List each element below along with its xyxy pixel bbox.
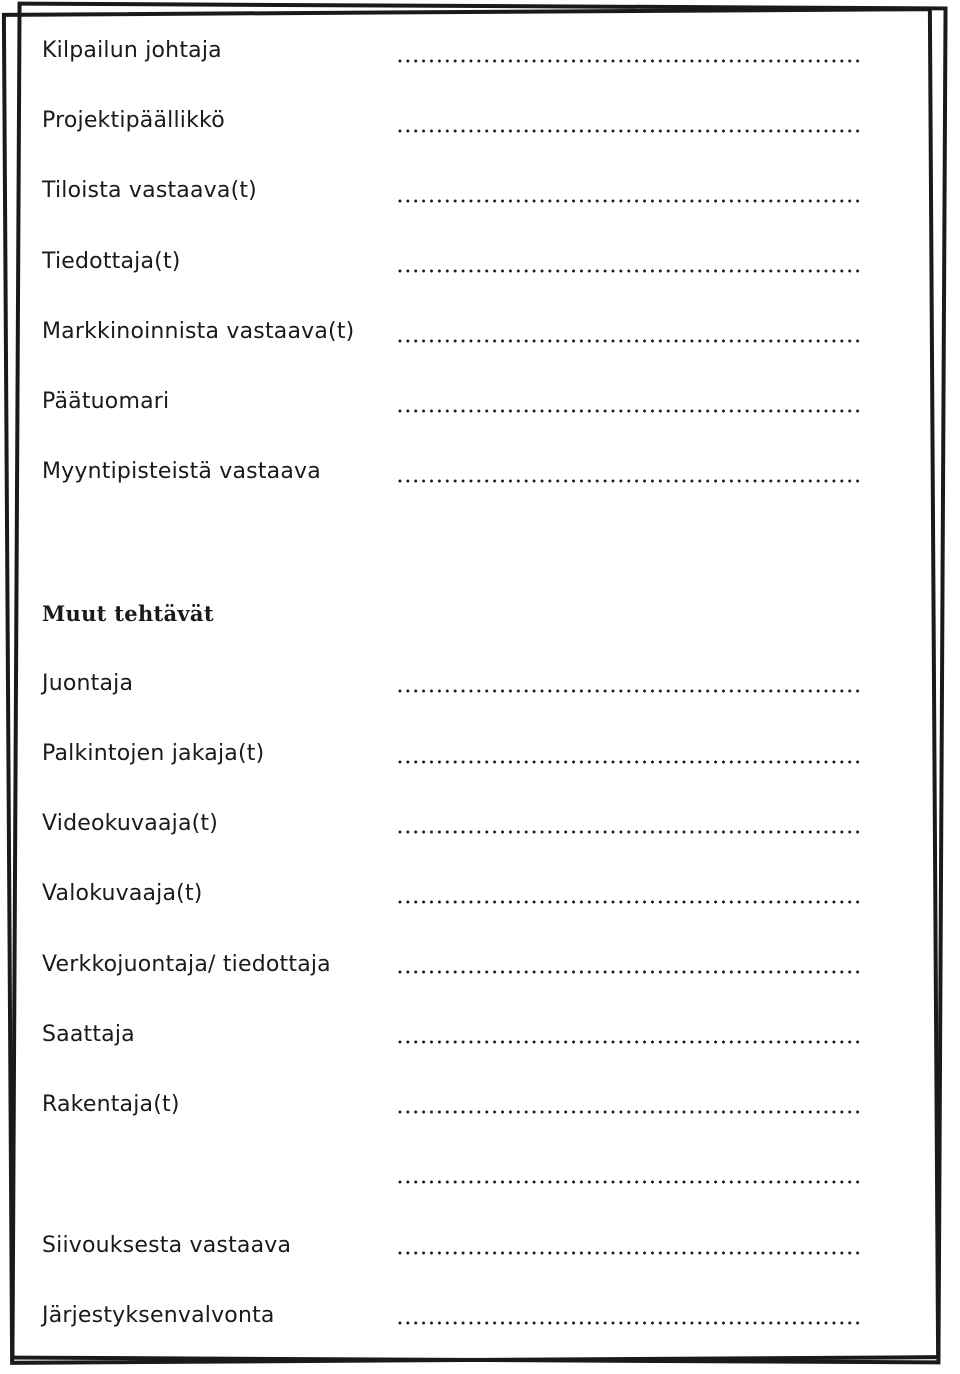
form-row xyxy=(0,950,960,980)
form-row xyxy=(0,1090,960,1120)
field-label-myyntipisteista-vastaava: Myyntipisteistä vastaava xyxy=(42,459,321,484)
field-label-jarjestyksenvalvonta: Järjestyksenvalvonta xyxy=(42,1303,275,1328)
form-row xyxy=(0,669,960,699)
field-label-rakentaja: Rakentaja(t) xyxy=(42,1092,180,1117)
section-heading-muut-tehtavat: Muut tehtävät xyxy=(42,601,214,626)
field-label-videokuvaaja: Videokuvaaja(t) xyxy=(42,811,219,836)
field-label-palkintojen-jakaja: Palkintojen jakaja(t) xyxy=(42,741,265,766)
field-label-projektipaallikko: Projektipäällikkö xyxy=(42,108,225,133)
form-row xyxy=(0,739,960,769)
field-label-saattaja: Saattaja xyxy=(42,1022,135,1047)
fill-in-line-markkinoinnista-vastaava[interactable] xyxy=(396,339,864,343)
fill-in-line-jarjestyksenvalvonta[interactable] xyxy=(396,1321,864,1325)
form-row xyxy=(0,1231,960,1261)
form-row xyxy=(0,457,960,487)
fill-in-line-extra[interactable] xyxy=(396,1180,864,1184)
fill-in-line-tiedottaja[interactable] xyxy=(396,269,864,273)
form-row xyxy=(0,879,960,909)
fill-in-line-myyntipisteista-vastaava[interactable] xyxy=(396,479,864,483)
fill-in-line-paatuomari[interactable] xyxy=(396,409,864,413)
fill-in-line-juontaja[interactable] xyxy=(396,689,864,693)
fill-in-line-siivouksesta-vastaava[interactable] xyxy=(396,1251,864,1255)
field-label-valokuvaaja: Valokuvaaja(t) xyxy=(42,881,203,906)
form-row xyxy=(0,1301,960,1331)
fill-in-line-palkintojen-jakaja[interactable] xyxy=(396,760,864,764)
fill-in-line-verkkojuontaja[interactable] xyxy=(396,970,864,974)
form-row xyxy=(0,1160,960,1190)
form-row xyxy=(0,387,960,417)
field-label-juontaja: Juontaja xyxy=(42,671,134,696)
field-label-kilpailun-johtaja: Kilpailun johtaja xyxy=(42,38,222,63)
fill-in-line-saattaja[interactable] xyxy=(396,1040,864,1044)
field-label-paatuomari: Päätuomari xyxy=(42,389,170,414)
form-row xyxy=(0,247,960,277)
form-row xyxy=(0,176,960,206)
form-row xyxy=(0,36,960,66)
form-row xyxy=(0,106,960,136)
form-row xyxy=(0,317,960,347)
fill-in-line-projektipaallikko[interactable] xyxy=(396,129,864,133)
field-label-verkkojuontaja: Verkkojuontaja/ tiedottaja xyxy=(42,952,331,977)
field-label-siivouksesta-vastaava: Siivouksesta vastaava xyxy=(42,1233,292,1258)
fill-in-line-videokuvaaja[interactable] xyxy=(396,830,864,834)
form-row xyxy=(0,809,960,839)
fill-in-line-rakentaja[interactable] xyxy=(396,1110,864,1114)
field-label-tiedottaja: Tiedottaja(t) xyxy=(42,249,181,274)
field-label-tiloista-vastaava: Tiloista vastaava(t) xyxy=(42,178,257,203)
fill-in-line-kilpailun-johtaja[interactable] xyxy=(396,59,864,63)
fill-in-line-valokuvaaja[interactable] xyxy=(396,900,864,904)
form-row xyxy=(0,1020,960,1050)
field-label-markkinoinnista-vastaava: Markkinoinnista vastaava(t) xyxy=(42,319,355,344)
fill-in-line-tiloista-vastaava[interactable] xyxy=(396,199,864,203)
